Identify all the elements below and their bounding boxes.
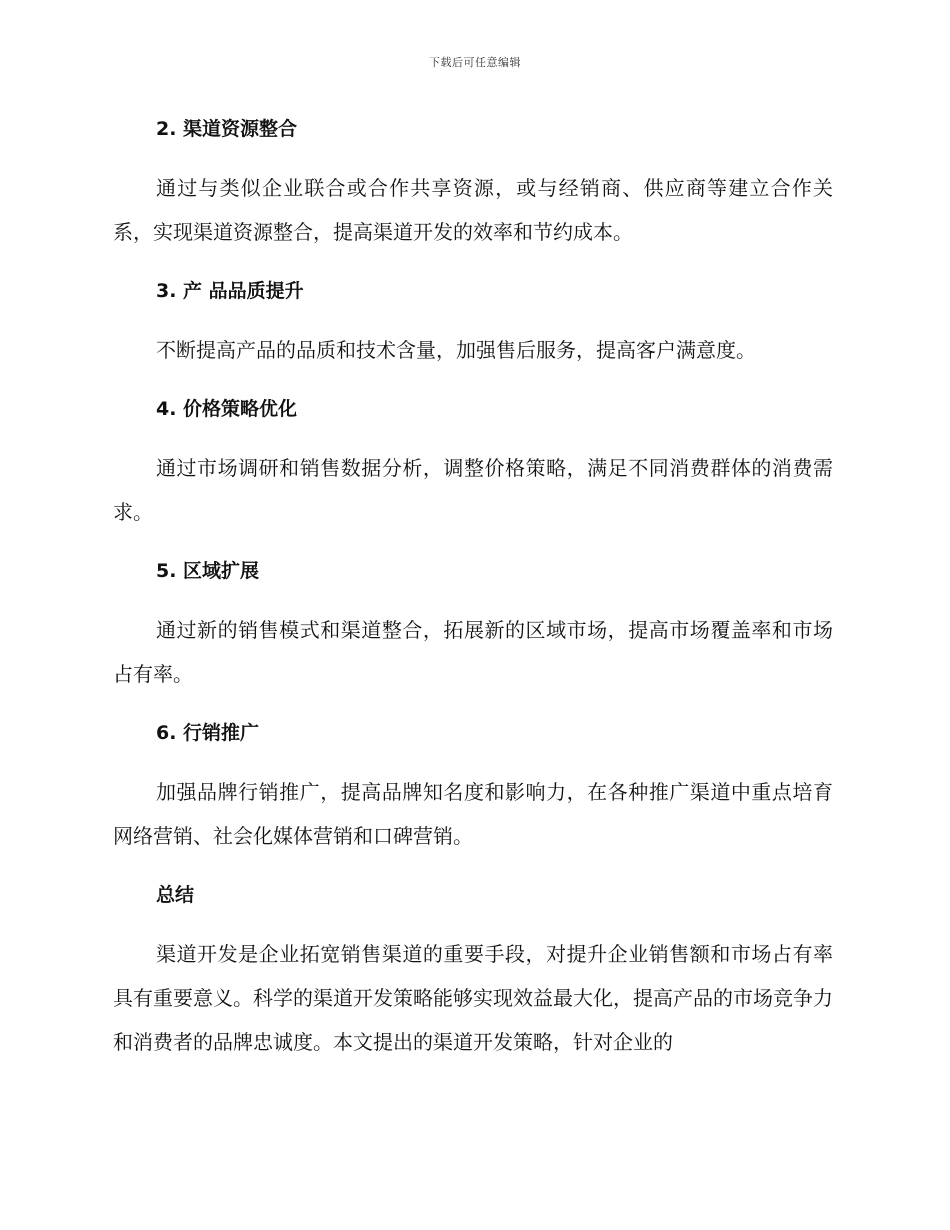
paragraph-price-strategy: 通过市场调研和销售数据分析，调整价格策略，满足不同消费群体的消费需求。 <box>113 456 833 524</box>
paragraph-region-expansion: 通过新的销售模式和渠道整合，拓展新的区域市场，提高市场覆盖率和市场占有率。 <box>113 618 833 686</box>
paragraph-channel-resources: 通过与类似企业联合或合作共享资源，或与经销商、供应商等建立合作关系，实现渠道资源整合，提高渠道开发的效率和节约成本。 <box>113 176 833 244</box>
page-header: 下载后可任意编辑 <box>429 56 521 69</box>
document-body <box>113 112 833 1084</box>
section-heading-product-quality: 3. 产 品品质提升 <box>156 280 304 302</box>
section-heading-channel-resources: 2. 渠道资源整合 <box>156 118 298 140</box>
paragraph-marketing-promotion: 加强品牌行销推广，提高品牌知名度和影响力，在各种推广渠道中重点培育网络营销、社会化媒体营销和口碑营销。 <box>113 780 833 848</box>
paragraph-summary: 渠道开发是企业拓宽销售渠道的重要手段，对提升企业销售额和市场占有率具有重要意义。科学的渠道开发策略能够实现效益最大化，提高产品的市场竞争力和消费者的品牌忠诚度。本文提出的渠道开发策略，针对企业的 <box>113 942 833 1054</box>
section-heading-region-expansion: 5. 区域扩展 <box>156 560 260 582</box>
section-heading-summary: 总结 <box>156 884 195 906</box>
section-heading-price-strategy: 4. 价格策略优化 <box>156 398 298 420</box>
paragraph-product-quality: 不断提高产品的品质和技术含量，加强售后服务，提高客户满意度。 <box>156 338 756 362</box>
section-heading-marketing-promotion: 6. 行销推广 <box>156 722 260 744</box>
